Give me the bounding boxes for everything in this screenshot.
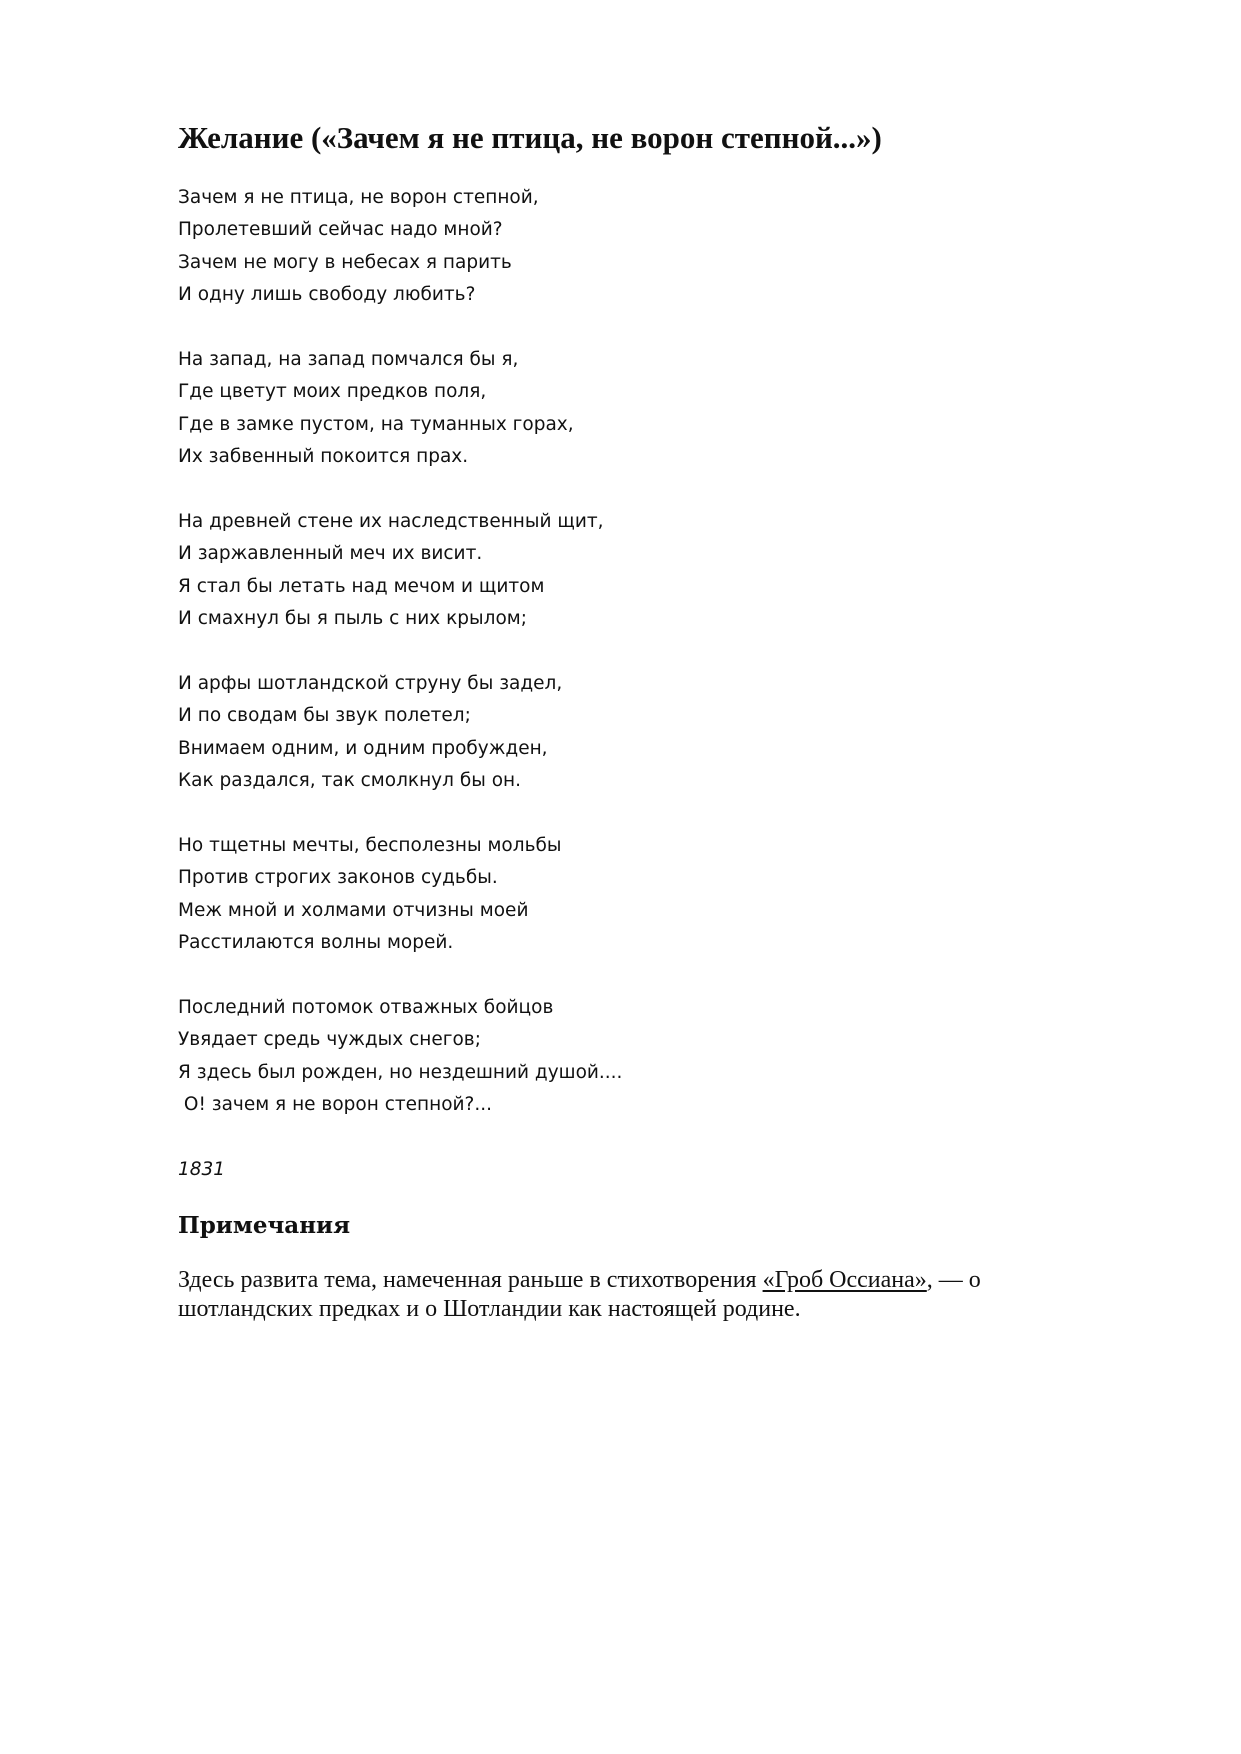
poem-line: На древней стене их наследственный щит, (178, 511, 604, 533)
document-page (178, 118, 1098, 1324)
poem-line: И арфы шотландской струну бы задел, (178, 673, 563, 695)
poem-line: Против строгих законов судьбы. (178, 867, 498, 889)
poem-line: На запад, на запад помчался бы я, (178, 349, 519, 371)
poem-line: Я стал бы летать над мечом и щитом (178, 575, 545, 597)
poem-line: Расстилаются волны морей. (178, 932, 454, 954)
stanza (178, 668, 1098, 798)
stanza (178, 992, 1098, 1122)
stanza (178, 830, 1098, 960)
poem-line: Зачем не могу в небесах я парить (178, 251, 512, 273)
poem-year: 1831 (178, 1159, 226, 1181)
poem-line: И одну лишь свободу любить? (178, 284, 476, 306)
poem-line: Где цветут моих предков поля, (178, 381, 487, 403)
poem-body (178, 182, 1098, 1122)
grob-ossiana-link[interactable]: «Гроб Оссиана» (762, 1267, 927, 1294)
stanza (178, 182, 1098, 312)
poem-line: Но тщетны мечты, бесполезны мольбы (178, 835, 562, 857)
poem-line: И заржавленный меч их висит. (178, 543, 483, 565)
poem-line: Увядает средь чуждых снегов; (178, 1029, 481, 1051)
poem-line: И по сводам бы звук полетел; (178, 705, 471, 727)
poem-line: Внимаем одним, и одним пробужден, (178, 737, 548, 759)
poem-line: Меж мной и холмами отчизны моей (178, 899, 529, 921)
poem-title: Желание («Зачем я не птица, не ворон степной...») (178, 120, 882, 155)
poem-line: Я здесь был рожден, но нездешний душой.... (178, 1061, 623, 1083)
poem-line: Как раздался, так смолкнул бы он. (178, 770, 522, 792)
poem-line: О! зачем я не ворон степной?... (178, 1094, 493, 1116)
stanza (178, 506, 1098, 636)
poem-line: Последний потомок отважных бойцов (178, 997, 554, 1019)
notes-text-before: Здесь развита тема, намеченная раньше в стихотворения (178, 1267, 763, 1294)
poem-line: Где в замке пустом, на туманных горах, (178, 413, 574, 435)
poem-line: И смахнул бы я пыль с них крылом; (178, 608, 527, 630)
poem-line: Пролетевший сейчас надо мной? (178, 219, 503, 241)
stanza (178, 344, 1098, 474)
notes-text-after: , — о шотландских предках и о Шотландии как настоящей родине. (178, 1267, 981, 1323)
notes-heading: Примечания (178, 1212, 351, 1240)
poem-line: Их забвенный покоится прах. (178, 446, 469, 468)
notes-paragraph (178, 1266, 1058, 1324)
poem-line: Зачем я не птица, не ворон степной, (178, 187, 539, 208)
